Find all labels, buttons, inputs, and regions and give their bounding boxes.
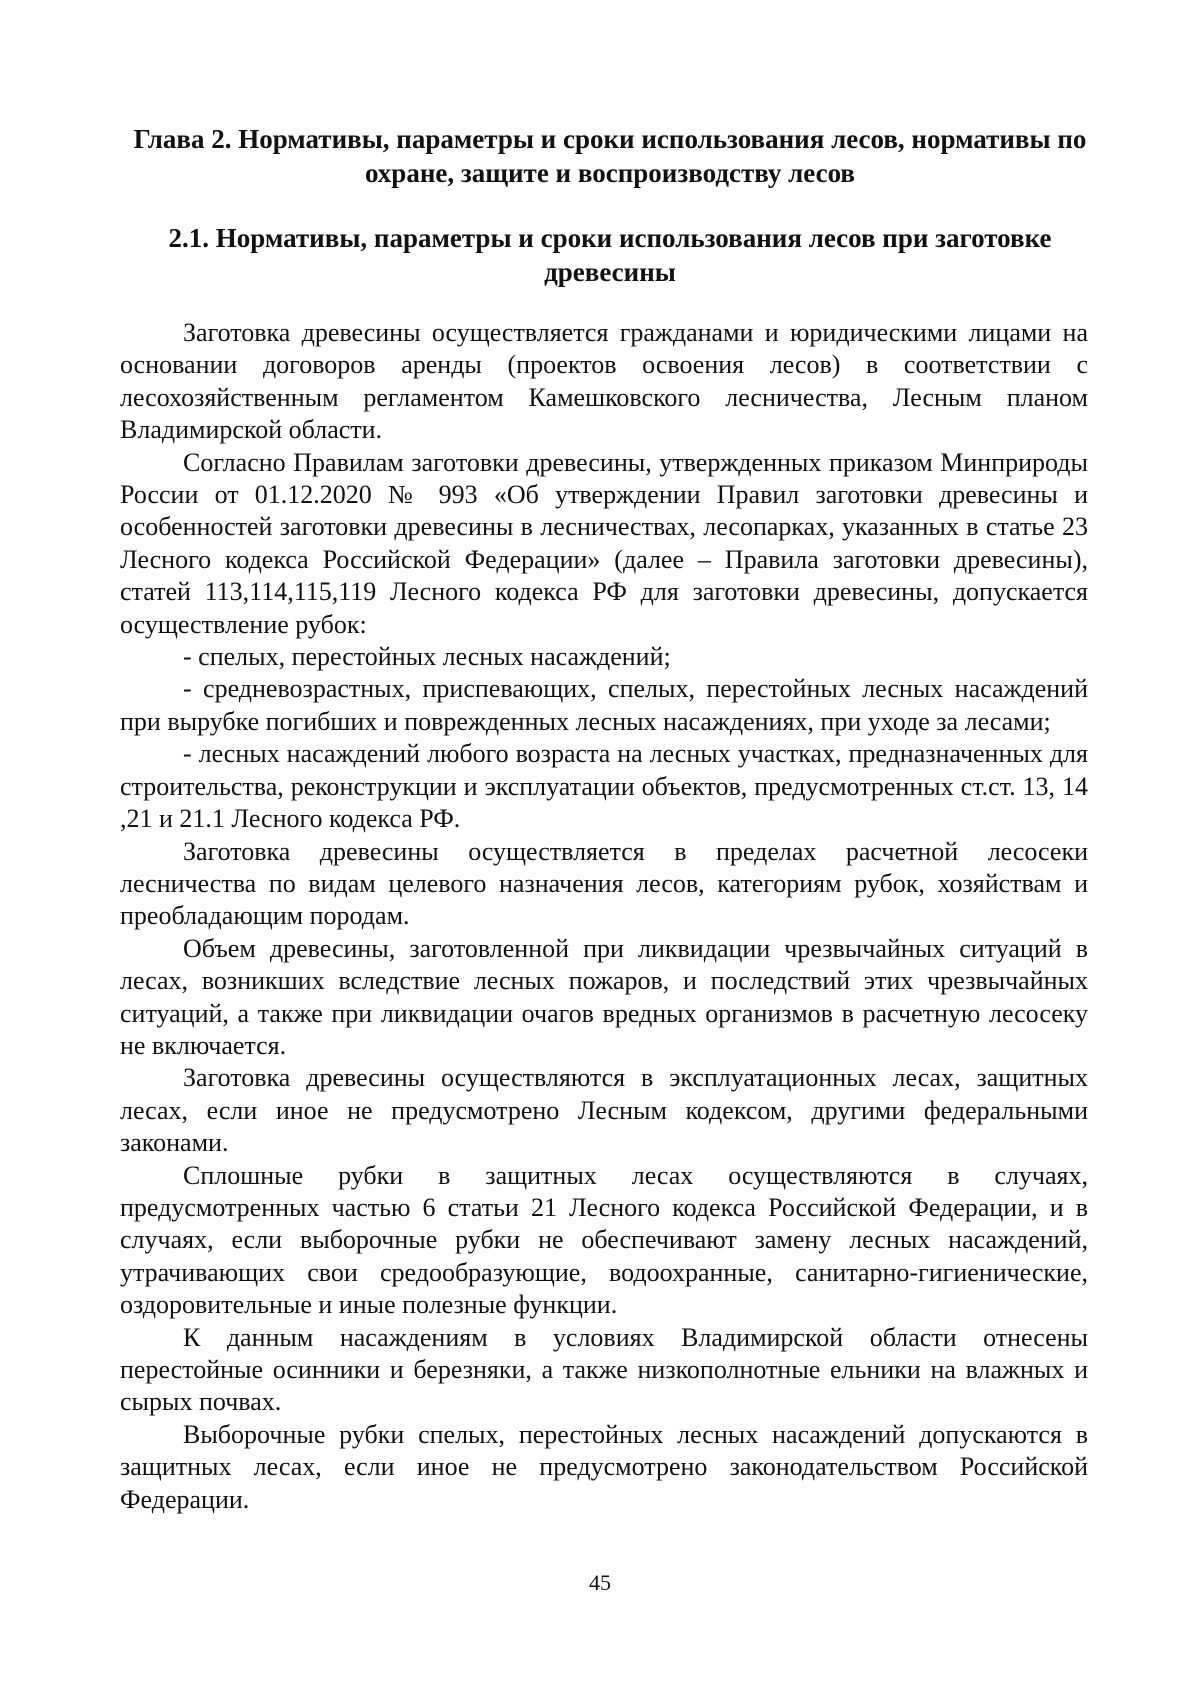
- list-item: - средневозрастных, приспевающих, спелых, перестойных лесных насаждений при вырубке погибших и поврежденных лесных насаждениях, при уходе за лесами;: [120, 674, 1088, 736]
- paragraph: Заготовка древесины осуществляется в пределах расчетной лесосеки лесничества по видам целевого назначения лесов, категориям рубок, хозяйствам и преобладающим породам.: [120, 836, 1088, 931]
- body-text: [120, 317, 1088, 1516]
- paragraph: Сплошные рубки в защитных лесах осуществляются в случаях, предусмотренных частью 6 статьи 21 Лесного кодекса Российской Федерации, и в случаях, если выборочные рубки не обеспечивают замену лесных насаждений, утрачивающих свои средообразующие, водоохранные, санитарно-гигиенические, оздоровительные и иные полезные функции.: [120, 1160, 1088, 1320]
- list-item: - лесных насаждений любого возраста на лесных участках, предназначенных для строительства, реконструкции и эксплуатации объектов, предусмотренных ст.ст. 13, 14 ,21 и 21.1 Лесного кодекса РФ.: [120, 739, 1088, 834]
- paragraph: Объем древесины, заготовленной при ликвидации чрезвычайных ситуаций в лесах, возникших вследствие лесных пожаров, и последствий этих чрезвычайных ситуаций, а также при ликвидации очагов вредных организмов в расчетную лесосеку не включается.: [120, 933, 1088, 1060]
- paragraph: Заготовка древесины осуществляется гражданами и юридическими лицами на основании договоров аренды (проектов освоения лесов) в соответствии с лесохозяйственным регламентом Камешковского лесничества, Лесным планом Владимирской области.: [120, 318, 1088, 445]
- paragraph: Согласно Правилам заготовки древесины, утвержденных приказом Минприроды России от 01.12.2020 № 993 «Об утверждении Правил заготовки древесины и особенностей заготовки древесины в лесничествах, лесопарках, указанных в статье 23 Лесного кодекса Российской Федерации» (далее – Правила заготовки древесины), статей 113,114,115,119 Лесного кодекса РФ для заготовки древесины, допускается осуществление рубок:: [120, 447, 1088, 639]
- section-title: 2.1. Нормативы, параметры и сроки использования лесов при заготовке древесины: [168, 223, 1052, 287]
- paragraph: Выборочные рубки спелых, перестойных лесных насаждений допускаются в защитных лесах, если иное не предусмотрено законодательством Российской Федерации.: [120, 1419, 1088, 1514]
- page-number: 45: [589, 1570, 611, 1595]
- paragraph: К данным насаждениям в условиях Владимирской области отнесены перестойные осинники и березняки, а также низкополнотные ельники на влажных и сырых почвах.: [120, 1322, 1088, 1417]
- chapter-title: Глава 2. Нормативы, параметры и сроки использования лесов, нормативы по охране, защите и воспроизводству лесов: [133, 124, 1087, 188]
- list-item: - спелых, перестойных лесных насаждений;: [183, 642, 671, 672]
- paragraph: Заготовка древесины осуществляются в эксплуатационных лесах, защитных лесах, если иное не предусмотрено Лесным кодексом, другими федеральными законами.: [120, 1063, 1088, 1158]
